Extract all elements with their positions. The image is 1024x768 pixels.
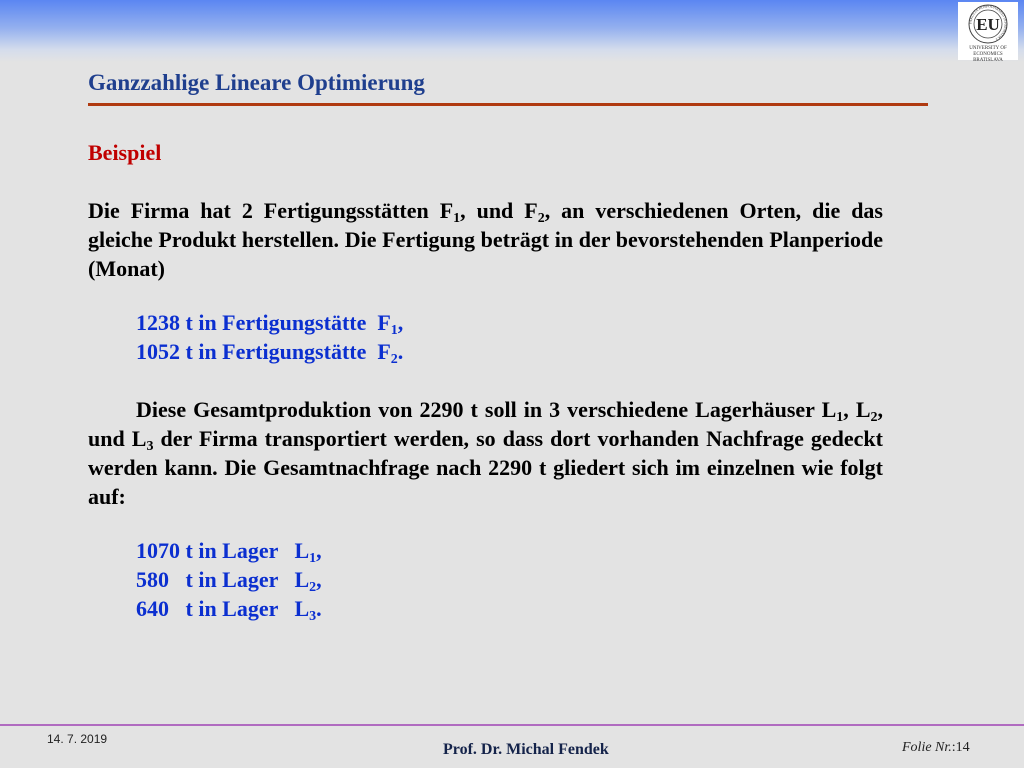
demand-item-l2: 580 t in Lager $L_2$, [136, 567, 322, 595]
footer-author: Prof. Dr. Michal Fendek [443, 741, 609, 758]
logo-ring-text: FAKULTA HOSPODÁRSKEJ INFORMATIKY [968, 4, 1008, 42]
logo-letters: EU [976, 15, 1000, 34]
header-band [0, 0, 1024, 62]
section-label: Beispiel [88, 140, 162, 165]
logo-caption-line-2: BRATISLAVA [973, 58, 1003, 63]
logo-caption-line-1: UNIVERSITY OF ECONOMICS [969, 46, 1007, 57]
slide-title: Ganzzahlige Lineare Optimierung [88, 70, 425, 95]
logo-caption [958, 46, 1018, 64]
footer-date: 14. 7. 2019 [47, 732, 108, 746]
footer-divider [0, 724, 1024, 726]
intro-paragraph: Die Firma hat 2 Fertigungsstätten $F_1$, und $F_2$, an verschiedenen Orten, die das gleiche Produkt herstellen. Die Fertigung beträgt in der bevorstehenden Planperiode (Monat) [88, 198, 883, 281]
distribution-paragraph: Diese Gesamtproduktion von 2290 t soll in 3 verschiedene Lagerhäuser $L_1$, $L_2$, und $L_3$ der Firma transportiert werden, so dass dort vorhanden Nachfrage gedeckt werden kann. Die Gesamtnachfrage nach 2290 t gliedert sich im einzelnen wie folgt auf: [88, 397, 883, 509]
university-logo [958, 2, 1018, 63]
production-item-f1: 1238 t in Fertigungstätte $F_1$, [136, 310, 404, 338]
logo-emblem-icon [958, 2, 1018, 46]
title-divider [88, 103, 928, 106]
production-item-f2: 1052 t in Fertigungstätte $F_2$. [136, 339, 404, 367]
footer-page-number: Folie Nr.:14 [902, 740, 970, 755]
demand-item-l1: 1070 t in Lager $L_1$, [136, 538, 322, 566]
demand-item-l3: 640 t in Lager $L_3$. [136, 596, 322, 624]
